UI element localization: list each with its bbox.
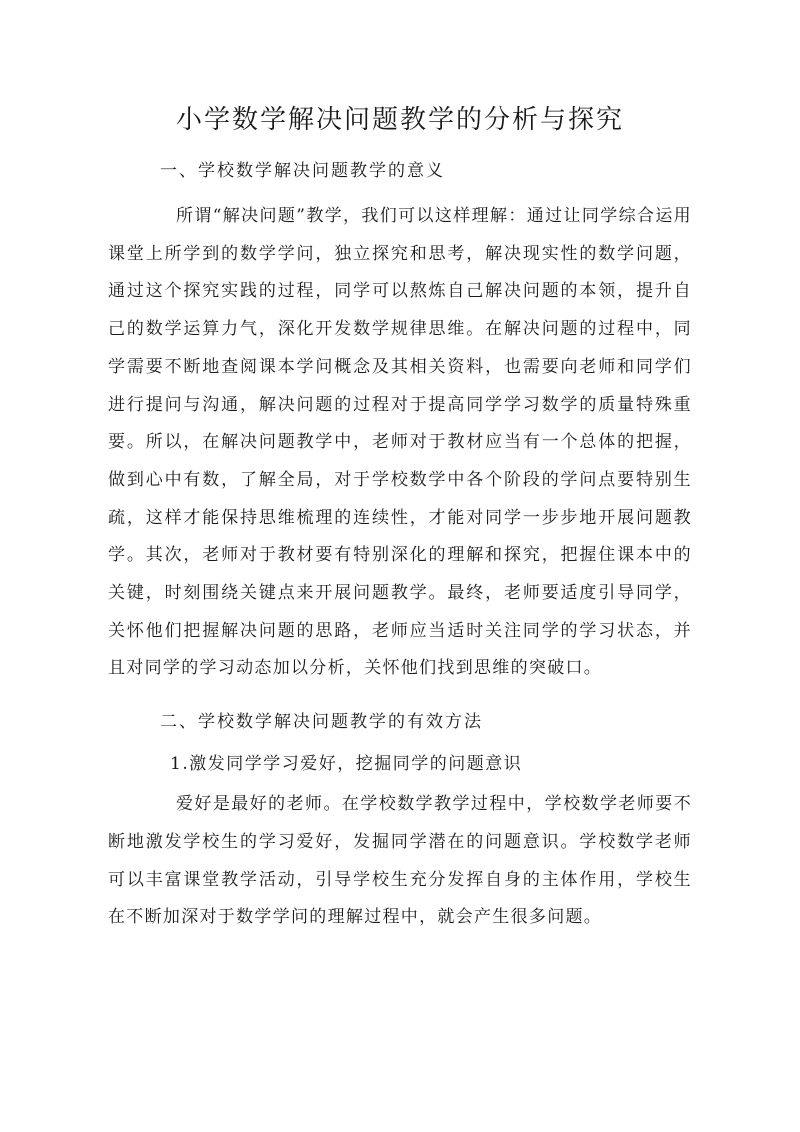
paragraph-interest: 爱好是最好的老师。在学校数学教学过程中，学校数学老师要不断地激发学校生的学习爱好，发掘同学潜在的问题意识。学校数学老师可以丰富课堂教学活动，引导学校生充分发挥自身的主体作用，学校生在不断加深对于数学学问的理解过程中，就会产生很多问题。: [108, 794, 692, 928]
subheading-interest: 1.激发同学学习爱好，挖掘同学的问题意识: [170, 754, 523, 775]
section-heading-significance: 一、学校数学解决问题教学的意义: [160, 161, 445, 181]
section-heading-methods: 二、学校数学解决问题教学的有效方法: [160, 712, 483, 733]
paragraph-significance: 所谓“解决问题”教学，我们可以这样理解：通过让同学综合运用课堂上所学到的数学学问，独立探究和思考，解决现实性的数学问题，通过这个探究实践的过程，同学可以熬炼自己解决问题的本领，提升自己的数学运算力气，深化开发数学规律思维。在解决问题的过程中，同学需要不断地查阅课本学问概念及其相关资料，也需要向老师和同学们进行提问与沟通，解决问题的过程对于提高同学学习数学的质量特殊重要。所以，在解决问题教学中，老师对于教材应当有一个总体的把握，做到心中有数，了解全局，对于学校数学中各个阶段的学问点要特别生疏，这样才能保持思维梳理的连续性，才能对同学一步步地开展问题教学。其次，老师对于教材要有特别深化的理解和探究，把握住课本中的关键，时刻围绕关键点来开展问题教学。最终，老师要适度引导同学，关怀他们把握解决问题的思路，老师应当适时关注同学的学习状态，并且对同学的学习动态加以分析，关怀他们找到思维的突破口。: [108, 206, 692, 679]
document-title: 小学数学解决问题教学的分析与探究: [175, 105, 624, 135]
